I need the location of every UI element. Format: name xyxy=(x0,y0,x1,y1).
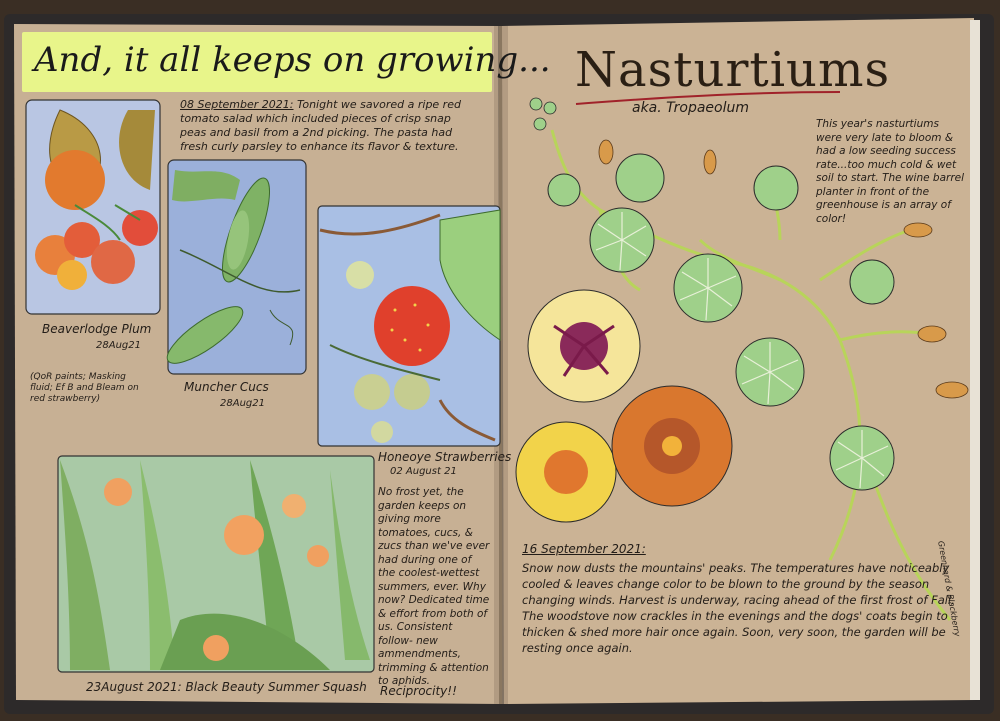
strawberry-date: 02 August 21 xyxy=(390,466,457,477)
right-entry-text: Snow now dusts the mountains' peaks. The temperatures have noticeably cooled & leaves change color to be blown to the ground by the season changing winds. Harvest is underway, racing ahead of the first frost of Fall. The woodstove now crackles in the evenings and the dogs' coats begin to thicken & shed more hair once again. Soon, very soon, the garden will be resting once again. xyxy=(522,561,955,655)
squash-illustration xyxy=(58,456,374,672)
cucumber-date: 28Aug21 xyxy=(220,398,265,409)
right-page-title: Nasturtiums xyxy=(575,42,891,98)
left-entry xyxy=(180,98,480,154)
strawberry-caption: Honeoye Strawberries xyxy=(378,450,512,464)
tomato-date: 28Aug21 xyxy=(96,340,141,351)
orange-flower xyxy=(612,386,732,506)
tomato-caption: Beaverlodge Plum xyxy=(42,322,152,336)
paint-note: (QoR paints; Masking fluid; Ef B and Bleam on red strawberry) xyxy=(30,372,139,404)
yellow-flower-2 xyxy=(516,422,616,522)
left-page-title: And, it all keeps on growing... xyxy=(34,40,551,80)
cucumber-illustration xyxy=(160,160,306,374)
frost-text: No frost yet, the garden keeps on giving more tomatoes, cucs, & zucs than we've ever had during one of the coolest-wettest summers, ever. Why now? Dedicated time & effort from both of us. Consistent follow- new ammendments, trimming & attention to aphids. xyxy=(378,486,490,687)
reciprocity-text: Reciprocity!! xyxy=(380,684,457,698)
aka-text: aka. Tropaeolum xyxy=(632,100,749,116)
side-note: This year's nasturtiums were very late to bloom & had a low seeding success rate...too much cold & wet soil to start. The wine barrel planter in front of the greenhouse is an array of color! xyxy=(816,118,965,225)
tomato-illustration xyxy=(26,100,160,314)
cucumber-caption: Muncher Cucs xyxy=(184,380,269,394)
signature: Greenhard & Blackberry xyxy=(936,540,962,638)
strawberry-illustration xyxy=(318,206,500,446)
squash-caption: 23August 2021: Black Beauty Summer Squash xyxy=(86,680,367,694)
left-entry-text: Tonight we savored a ripe red tomato salad which included pieces of crisp snap peas and basil from a 2nd picking. The pasta had fresh curly parsley to enhance its flavor & texture. xyxy=(180,98,461,153)
left-entry-date: 08 September 2021: xyxy=(180,98,294,111)
yellow-flower-1 xyxy=(528,290,640,402)
right-entry-date: 16 September 2021: xyxy=(522,542,646,556)
